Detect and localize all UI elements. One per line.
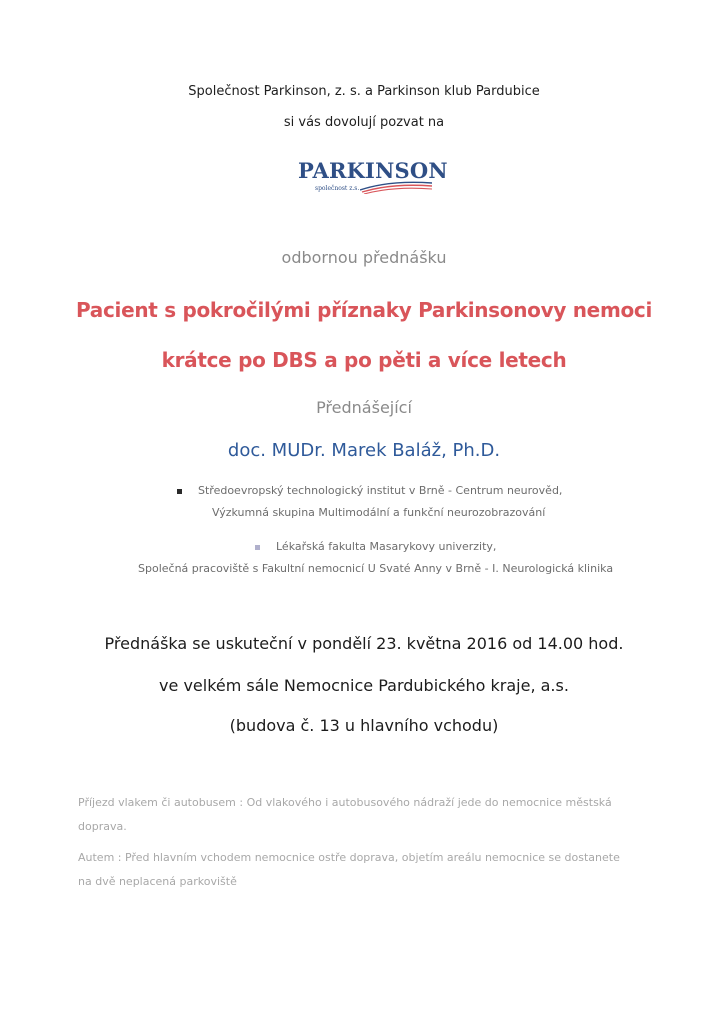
affiliation-1-line-2: Výzkumná skupina Multimodální a funkční neurozobrazování (212, 506, 546, 519)
car-directions-line-2: na dvě neplacená parkoviště (78, 875, 237, 888)
car-directions-line-1: Autem : Před hlavním vchodem nemocnice ostře doprava, objetím areálu nemocnice se dostanete (78, 851, 620, 864)
lecture-title-line-1: Pacient s pokročilými příznaky Parkinsonovy nemoci (75, 298, 653, 322)
affiliation-2-line-2: Společná pracoviště s Fakultní nemocnicí U Svaté Anny v Brně - I. Neurologická klinika (138, 562, 614, 575)
lecturer-label: Přednášející (316, 398, 412, 417)
affiliation-bullet (255, 545, 260, 550)
affiliation-bullet (177, 489, 182, 494)
invitation-line: si vás dovolují pozvat na (283, 115, 445, 130)
logo-swoosh-icon (360, 180, 432, 194)
logo-wordmark: PARKINSON (298, 158, 448, 183)
lecture-type: odbornou přednášku (281, 248, 447, 267)
logo-subtitle: společnost z.s. (315, 185, 360, 192)
affiliation-1-line-1: Středoevropský technologický institut v Brně - Centrum neurověd, (198, 484, 563, 497)
event-building: (budova č. 13 u hlavního vchodu) (229, 716, 499, 735)
affiliation-2-line-1: Lékařská fakulta Masarykovy univerzity, (276, 540, 497, 553)
organizers-line: Společnost Parkinson, z. s. a Parkinson klub Pardubice (188, 84, 540, 99)
lecture-title-line-2: krátce po DBS a po pěti a více letech (161, 348, 567, 372)
event-venue: ve velkém sále Nemocnice Pardubického kraje, a.s. (159, 676, 569, 695)
event-date-time: Přednáška se uskuteční v pondělí 23. května 2016 od 14.00 hod. (104, 634, 624, 653)
parkinson-logo (298, 158, 448, 198)
transit-directions-line-2: doprava. (78, 820, 127, 833)
transit-directions-line-1: Příjezd vlakem či autobusem : Od vlakového i autobusového nádraží jede do nemocnice městská (78, 796, 612, 809)
lecturer-name: doc. MUDr. Marek Baláž, Ph.D. (227, 440, 501, 461)
